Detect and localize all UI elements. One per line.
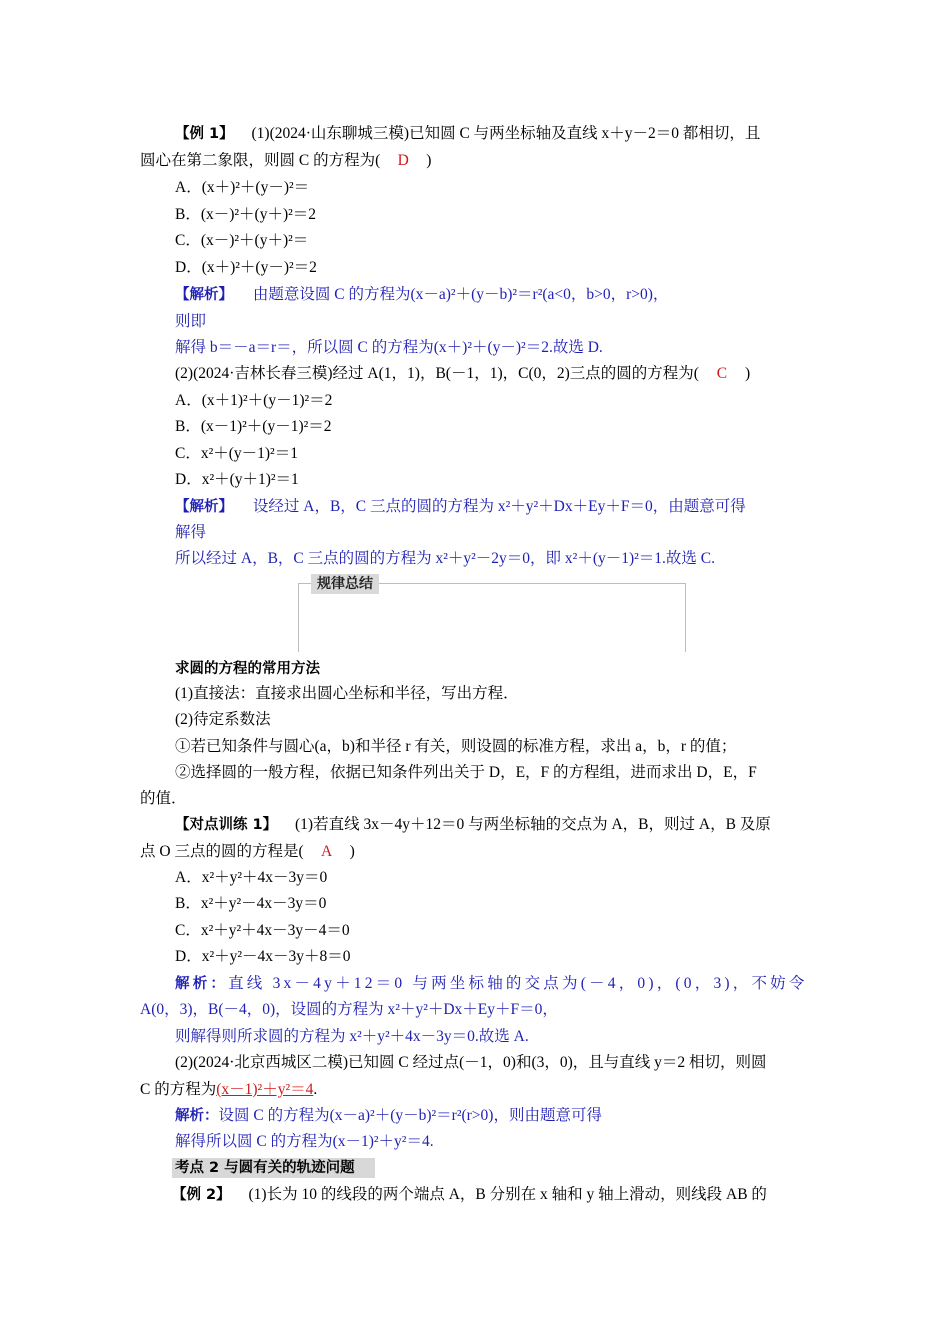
example1-solution1-line1: 【解析】 由题意设圆 C 的方程为(x－a)²＋(y－b)²＝r²(a<0，b>0，r>0)， — [175, 286, 669, 303]
example1-answer1: D — [397, 152, 409, 169]
summary-method1: (1)直接法：直接求出圆心坐标和半径，写出方程． — [175, 685, 519, 702]
example1-question1-line2: 圆心在第二象限，则圆 C 的方程为( D ) — [140, 152, 432, 169]
training1-option-a: A．x²＋y²＋4x－3y＝0 — [175, 869, 328, 886]
example1-q2-option-c: C．x²＋(y－1)²＝1 — [175, 445, 298, 462]
summary-method2: (2)待定系数法 — [175, 711, 271, 728]
example1-solution2-line1: 【解析】 设经过 A，B，C 三点的圆的方程为 x²＋y²＋Dx＋Ey＋F＝0，由题意可得 — [175, 498, 746, 515]
training1-question1-line1: 【对点训练 1】 (1)若直线 3x－4y＋12＝0 与两坐标轴的交点为 A，B，则过 A，B 及原 — [175, 816, 771, 833]
example1-solution1-line2: 则即 — [175, 313, 207, 330]
training1-label: 【对点训练 1】 — [175, 817, 278, 833]
training1-solution2-line1: 解析：设圆 C 的方程为(x－a)²＋(y－b)²＝r²(r>0)，则由题意可得 — [175, 1107, 602, 1124]
training1-answer1: A — [321, 843, 333, 860]
training1-solution2-line2: 解得所以圆 C 的方程为(x－1)²＋y²＝4. — [175, 1133, 434, 1150]
example1-q2-option-a: A．(x＋1)²＋(y－1)²＝2 — [175, 392, 333, 409]
example1-label: 【例 1】 — [175, 126, 234, 142]
training1-question1-line2: 点 O 三点的圆的方程是( A ) — [140, 843, 355, 860]
example2-label: 【例 2】 — [172, 1187, 231, 1203]
example2-line1: 【例 2】 (1)长为 10 的线段的两个端点 A，B 分别在 x 轴和 y 轴上滑动，则线段 AB 的 — [172, 1186, 767, 1203]
section-heading: 考点 2 与圆有关的轨迹问题 — [175, 1160, 355, 1176]
example1-answer2: C — [716, 365, 728, 382]
training1-answer2: (x－1)²＋y²＝4 — [216, 1081, 314, 1098]
example1-question2-line: (2)(2024·吉林长春三模)经过 A(1，1)，B(－1，1)，C(0，2)三点的圆的方程为( C ) — [175, 365, 751, 382]
example1-solution2-line2: 解得 — [175, 524, 207, 541]
summary-method2b-line2: 的值． — [140, 790, 187, 807]
solution-label: 【解析】 — [175, 287, 233, 303]
example1-option-c: C．(x－)²＋(y＋)²＝ — [175, 232, 309, 249]
example1-solution2-line3: 所以经过 A，B，C 三点的圆的方程为 x²＋y²－2y＝0，即 x²＋(y－1)²＝1.故选 C. — [175, 550, 715, 567]
summary-method2b-line1: ②选择圆的一般方程，依据已知条件列出关于 D，E，F 的方程组，进而求出 D，E，F — [175, 764, 757, 781]
training1-option-c: C．x²＋y²＋4x－3y－4＝0 — [175, 922, 350, 939]
training1-solution1-line1: 解析：直线 3x－4y＋12＝0 与两坐标轴的交点为(－4，0)，(0，3)，不妨令 — [175, 975, 808, 992]
example1-option-d: D．(x＋)²＋(y－)²＝2 — [175, 259, 317, 276]
summary-title: 求圆的方程的常用方法 — [175, 661, 320, 677]
solution-label: 解析： — [175, 1108, 219, 1124]
summary-tab: 规律总结 — [311, 574, 379, 594]
training1-solution1-line2: A(0，3)，B(－4，0)，设圆的方程为 x²＋y²＋Dx＋Ey＋F＝0， — [140, 1001, 558, 1018]
summary-method2a: ①若已知条件与圆心(a，b)和半径 r 有关，则设圆的标准方程，求出 a，b，r 的值； — [175, 738, 737, 755]
training1-question2-line2: C 的方程为(x－1)²＋y²＝4. — [140, 1081, 318, 1098]
example1-q2-option-b: B．(x－1)²＋(y－1)²＝2 — [175, 418, 332, 435]
example1-option-b: B．(x－)²＋(y＋)²＝2 — [175, 206, 317, 223]
training1-option-d: D．x²＋y²－4x－3y＋8＝0 — [175, 948, 351, 965]
example1-q2-option-d: D．x²＋(y＋1)²＝1 — [175, 471, 299, 488]
solution-label: 解析： — [175, 976, 229, 992]
training1-solution1-line3: 则解得则所求圆的方程为 x²＋y²＋4x－3y＝0.故选 A. — [175, 1028, 529, 1045]
example1-question1-line1: 【例 1】 (1)(2024·山东聊城三模)已知圆 C 与两坐标轴及直线 x＋y－2＝0 都相切，且 — [175, 125, 761, 142]
example1-solution1-line3: 解得 b＝－a＝r＝，所以圆 C 的方程为(x＋)²＋(y－)²＝2.故选 D. — [175, 339, 603, 356]
example1-option-a: A．(x＋)²＋(y－)²＝ — [175, 179, 310, 196]
training1-question2-line1: (2)(2024·北京西城区二模)已知圆 C 经过点(－1，0)和(3，0)，且与直线 y＝2 相切，则圆 — [175, 1054, 767, 1071]
training1-option-b: B．x²＋y²－4x－3y＝0 — [175, 895, 327, 912]
solution-label: 【解析】 — [175, 499, 233, 515]
